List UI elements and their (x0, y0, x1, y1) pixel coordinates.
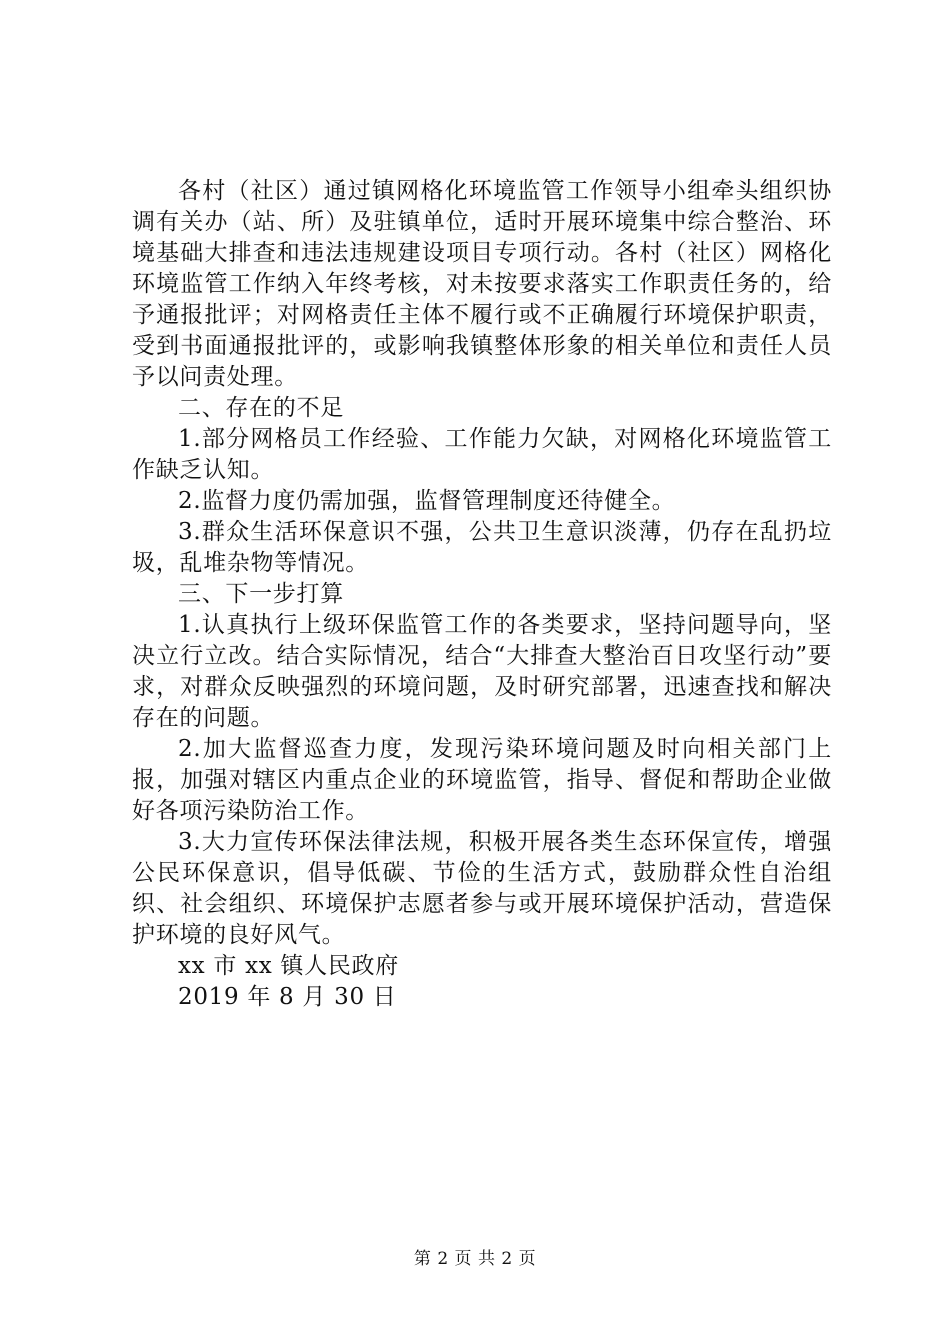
signature-organization: xx 市 xx 镇人民政府 (178, 953, 399, 979)
section-heading-next-steps: 三、下一步打算 (178, 581, 344, 607)
shortcoming-item-1: 1.部分网格员工作经验、工作能力欠缺，对网格化环境监管工作缺乏认知。 (132, 426, 832, 483)
shortcoming-item-3: 3.群众生活环保意识不强，公共卫生意识淡薄，仍存在乱扔垃圾，乱堆杂物等情况。 (132, 519, 832, 576)
next-step-item-1: 1.认真执行上级环保监管工作的各类要求，坚持问题导向，坚决立行立改。结合实际情况，结合“大排查大整治百日攻坚行动”要求，对群众反映强烈的环境问题，及时研究部署，迅速查找和解决存在的问题。 (132, 612, 832, 731)
section-heading-shortcomings: 二、存在的不足 (178, 395, 344, 421)
signature-date: 2019 年 8 月 30 日 (178, 984, 397, 1010)
next-step-item-2: 2.加大监督巡查力度，发现污染环境问题及时向相关部门上报，加强对辖区内重点企业的环境监管，指导、督促和帮助企业做好各项污染防治工作。 (132, 736, 832, 824)
next-step-item-3: 3.大力宣传环保法律法规，积极开展各类生态环保宣传，增强公民环保意识，倡导低碳、节俭的生活方式，鼓励群众性自治组织、社会组织、环境保护志愿者参与或开展环境保护活动，营造保护环境的良好风气。 (132, 829, 832, 948)
document-body (132, 176, 832, 1013)
paragraph-assessment: 各村（社区）通过镇网格化环境监管工作领导小组牵头组织协调有关办（站、所）及驻镇单位，适时开展环境集中综合整治、环境基础大排查和违法违规建设项目专项行动。各村（社区）网格化环境监管工作纳入年终考核，对未按要求落实工作职责任务的，给予通报批评；对网格责任主体不履行或不正确履行环境保护职责，受到书面通报批评的，或影响我镇整体形象的相关单位和责任人员予以问责处理。 (132, 178, 832, 390)
shortcoming-item-2: 2.监督力度仍需加强，监督管理制度还待健全。 (178, 488, 676, 514)
page-number-footer: 第 2 页 共 2 页 (413, 1249, 537, 1269)
